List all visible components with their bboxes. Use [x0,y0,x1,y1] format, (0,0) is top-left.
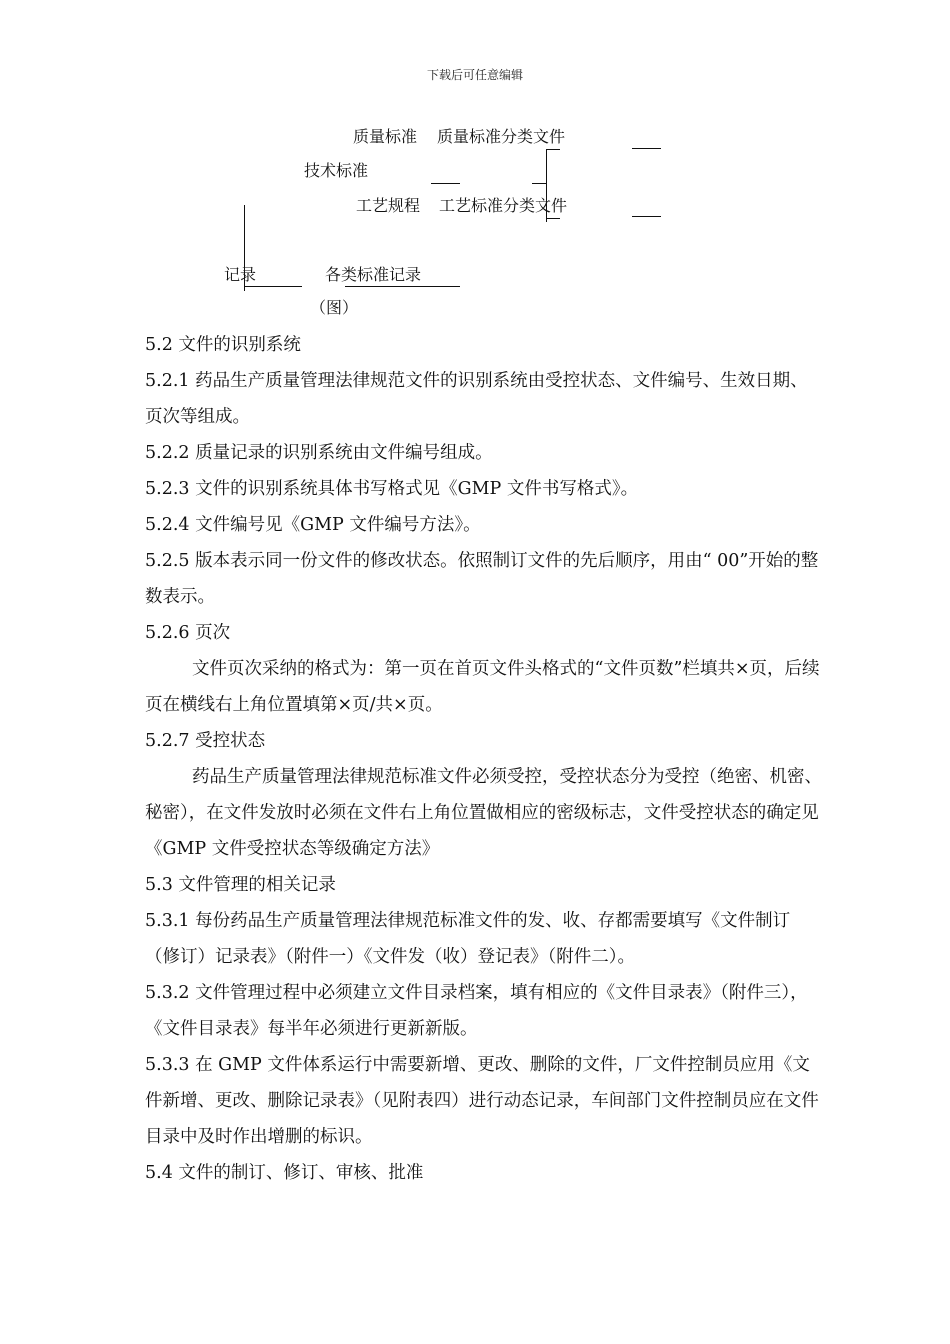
diagram-label-process-standard-files: 工艺标准分类文件 [439,196,568,215]
diagram-line [546,149,560,150]
diagram-label-process-rules: 工艺规程 [356,196,421,215]
paragraph: 5.3.2 文件管理过程中必须建立文件目录档案，填有相应的《文件目录表》（附件三），《文件目录表》每半年必须进行更新新版。 [145,983,808,1039]
paragraph: 文件页次采纳的格式为：第一页在首页文件头格式的“文件页数”栏填共×页，后续页在横线右上角位置填第×页/共×页。 [145,659,820,715]
paragraph: 5.3.3 在 GMP 文件体系运行中需要新增、更改、删除的文件，厂文件控制员应用《文件新增、更改、删除记录表》（见附表四）进行动态记录，车间部门文件控制员应在文件目录中及时作出增删的标识。 [145,1055,819,1147]
section-heading: 5.3 文件管理的相关记录 [145,875,336,895]
diagram-line [632,148,661,149]
section-heading: 5.2 文件的识别系统 [145,335,301,355]
diagram-label-standard-records: 各类标准记录 [325,265,422,284]
paragraph: 5.2.5 版本表示同一份文件的修改状态。依照制订文件的先后顺序，用由“ 00”开始的整数表示。 [145,551,819,607]
subsection-heading: 5.2.6 页次 [145,623,231,643]
paragraph: 5.2.4 文件编号见《GMP 文件编号方法》。 [145,515,481,535]
diagram-line [431,183,460,184]
diagram-label-quality-standard: 质量标准 [353,127,418,146]
diagram-line [244,286,302,287]
page-header: 下载后可任意编辑 [426,68,523,82]
diagram-line [345,286,460,287]
diagram-label-records: 记录 [224,265,257,284]
subsection-heading: 5.2.7 受控状态 [145,731,266,751]
diagram-label-quality-standard-files: 质量标准分类文件 [437,127,566,146]
paragraph: 5.2.2 质量记录的识别系统由文件编号组成。 [145,443,493,463]
diagram-line [532,183,546,184]
paragraph: 药品生产质量管理法律规范标准文件必须受控，受控状态分为受控（绝密、机密、秘密），在文件发放时必须在文件右上角位置做相应的密级标志，文件受控状态的确定见《GMP 文件受控状态等级确定方法》 [145,767,822,859]
diagram-label-technical-standard: 技术标准 [304,161,369,180]
paragraph: 5.2.3 文件的识别系统具体书写格式见《GMP 文件书写格式》。 [145,479,639,499]
diagram-line [546,218,560,219]
diagram-line [546,149,547,222]
section-heading: 5.4 文件的制订、修订、审核、批准 [145,1163,424,1183]
diagram-line [244,205,245,291]
diagram-line [632,216,661,217]
diagram-caption: （图） [310,298,359,317]
document-body [145,327,825,1191]
paragraph: 5.2.1 药品生产质量管理法律规范文件的识别系统由受控状态、文件编号、生效日期、页次等组成。 [145,371,808,427]
paragraph: 5.3.1 每份药品生产质量管理法律规范标准文件的发、收、存都需要填写《文件制订（修订）记录表》（附件一）《文件发（收）登记表》（附件二）。 [145,911,791,967]
